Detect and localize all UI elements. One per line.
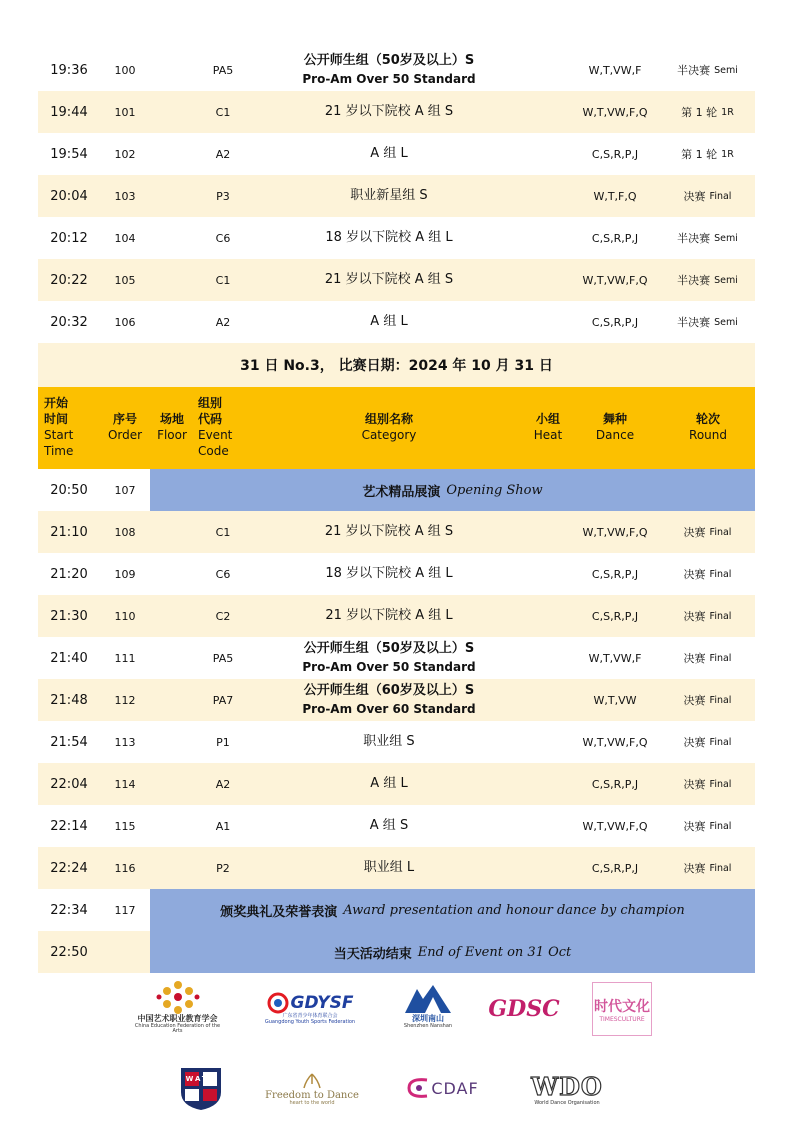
table-row (38, 301, 755, 343)
category-cn: 职业组 L (363, 859, 415, 875)
round-cn: 决赛 (683, 694, 706, 707)
dance-list: C,S,R,P,J (591, 315, 639, 329)
header-heat: 小组 Heat (533, 412, 563, 442)
category-name (258, 301, 520, 343)
schedule-rows-bottom (38, 511, 755, 889)
start-time: 19:36 (50, 62, 88, 78)
round (660, 553, 755, 595)
round-en: Final (709, 778, 732, 790)
start-time: 20:50 (50, 482, 88, 498)
category-name (258, 217, 520, 259)
start-time: 20:12 (50, 230, 88, 246)
start-time: 22:14 (50, 818, 88, 834)
round-cn: 决赛 (683, 526, 706, 539)
category-name (258, 511, 520, 553)
category-cn: A 组 L (370, 313, 408, 329)
category-name (258, 175, 520, 217)
event-code: P2 (216, 861, 230, 875)
table-row (38, 217, 755, 259)
award-row (38, 889, 755, 931)
category-en: Pro-Am Over 60 Standard (302, 701, 476, 716)
start-time: 22:50 (50, 944, 88, 960)
dance-list: W,T,VW,F,Q (582, 105, 648, 119)
category-name (258, 259, 520, 301)
shenzhen-nanshan-logo: 深圳南山 Shenzhen Nanshan (398, 980, 458, 1032)
round (660, 847, 755, 889)
category-cn: 公开师生组（60岁及以上）S (303, 682, 475, 698)
round (660, 217, 755, 259)
award-banner: 颁奖典礼及荣誉表演 Award presentation and honour dance by champion (150, 889, 755, 931)
cdaf-swirl-icon (405, 1076, 431, 1100)
header-floor: 场地 Floor (157, 412, 187, 442)
schedule-table (38, 49, 755, 973)
round-en: Final (709, 694, 732, 706)
event-code: P3 (216, 189, 230, 203)
start-time: 20:32 (50, 314, 88, 330)
order-number: 113 (114, 735, 136, 749)
category-name (258, 49, 520, 91)
event-code: A2 (215, 315, 231, 329)
round-en: Final (709, 610, 732, 622)
category-name (258, 91, 520, 133)
start-time: 21:54 (50, 734, 88, 750)
category-name (258, 847, 520, 889)
round-cn: 半决赛 (677, 316, 711, 329)
start-time: 22:04 (50, 776, 88, 792)
sponsor-logos-row-1 (0, 978, 794, 1038)
category-cn: 21 岁以下院校 A 组 S (324, 271, 454, 287)
dance-list: C,S,R,P,J (591, 567, 639, 581)
order-number: 103 (114, 189, 136, 203)
event-code: P1 (216, 735, 230, 749)
event-code: C6 (215, 567, 231, 581)
opening-show-row (38, 469, 755, 511)
round (660, 511, 755, 553)
round (660, 763, 755, 805)
category-cn: 职业组 S (363, 733, 415, 749)
order-number: 100 (114, 63, 136, 77)
category-cn: 公开师生组（50岁及以上）S (303, 640, 475, 656)
order-number: 116 (114, 861, 136, 875)
dance-list: C,S,R,P,J (591, 231, 639, 245)
header-order: 序号 Order (107, 412, 143, 442)
round (660, 679, 755, 721)
round-cn: 决赛 (683, 778, 706, 791)
event-code: A2 (215, 777, 231, 791)
round-en: Final (709, 526, 732, 538)
round-en: Final (709, 862, 732, 874)
start-time: 22:24 (50, 860, 88, 876)
cefa-logo: 中国艺术职业教育学会 China Education Federation of the Arts (130, 978, 225, 1036)
category-cn: A 组 L (370, 145, 408, 161)
table-row (38, 637, 755, 679)
table-row (38, 49, 755, 91)
start-time: 21:20 (50, 566, 88, 582)
dance-list: W,T,VW,F (588, 651, 642, 665)
wdo-logo: WDO World Dance Organisation (531, 1071, 603, 1106)
event-code: C1 (215, 273, 231, 287)
table-row (38, 91, 755, 133)
table-row (38, 175, 755, 217)
dance-list: W,T,VW (593, 693, 637, 707)
order-number: 117 (114, 903, 136, 917)
dance-list: W,T,VW,F,Q (582, 735, 648, 749)
header-dance: 舞种 Dance (595, 412, 635, 442)
table-row (38, 721, 755, 763)
event-code: C1 (215, 105, 231, 119)
category-cn: 公开师生组（50岁及以上）S (303, 52, 475, 68)
dance-list: C,S,R,P,J (591, 609, 639, 623)
table-row (38, 259, 755, 301)
round-cn: 决赛 (683, 736, 706, 749)
round-en: Final (709, 820, 732, 832)
round-en: 1R (721, 106, 734, 118)
header-event-code: 组别 代码 Event Code (198, 396, 233, 458)
category-name (258, 721, 520, 763)
category-cn: 18 岁以下院校 A 组 L (325, 565, 453, 581)
event-code: C1 (215, 525, 231, 539)
start-time: 21:40 (50, 650, 88, 666)
order-number: 107 (114, 483, 136, 497)
round-en: Semi (714, 232, 738, 244)
round-en: Final (709, 190, 732, 202)
order-number: 104 (114, 231, 136, 245)
category-name (258, 679, 520, 721)
round-en: Final (709, 652, 732, 664)
category-name (258, 637, 520, 679)
dancer-icon (302, 1072, 322, 1090)
header-round: 轮次 Round (689, 412, 727, 442)
order-number: 102 (114, 147, 136, 161)
start-time: 21:10 (50, 524, 88, 540)
flower-icon (153, 979, 203, 1015)
schedule-rows-top (38, 49, 755, 343)
round (660, 49, 755, 91)
table-header (38, 387, 755, 469)
round (660, 259, 755, 301)
category-cn: 21 岁以下院校 A 组 S (324, 103, 454, 119)
event-code: A2 (215, 147, 231, 161)
start-time: 21:48 (50, 692, 88, 708)
round-en: Semi (714, 274, 738, 286)
round (660, 595, 755, 637)
dance-list: W,T,VW,F,Q (582, 525, 648, 539)
round (660, 721, 755, 763)
category-name (258, 763, 520, 805)
timesculture-logo: 时代文化 TIMESCULTURE (592, 982, 652, 1036)
start-time: 20:22 (50, 272, 88, 288)
sponsor-logos-row-2 (0, 1060, 794, 1118)
end-of-event-banner: 当天活动结束 End of Event on 31 Oct (150, 931, 755, 973)
round-cn: 第 1 轮 (681, 106, 718, 119)
table-row (38, 679, 755, 721)
order-number: 105 (114, 273, 136, 287)
dance-list: C,S,R,P,J (591, 861, 639, 875)
order-number: 114 (114, 777, 136, 791)
event-code: A1 (215, 819, 231, 833)
round-en: Final (709, 568, 732, 580)
round (660, 301, 755, 343)
round-en: Final (709, 736, 732, 748)
start-time: 20:04 (50, 188, 88, 204)
category-name (258, 133, 520, 175)
table-row (38, 805, 755, 847)
table-row (38, 847, 755, 889)
event-code: C6 (215, 231, 231, 245)
round-cn: 半决赛 (677, 64, 711, 77)
order-number: 110 (114, 609, 136, 623)
category-en: Pro-Am Over 50 Standard (302, 659, 476, 674)
round-en: Semi (714, 316, 738, 328)
start-time: 19:54 (50, 146, 88, 162)
category-cn: A 组 L (370, 775, 408, 791)
dance-list: W,T,VW,F (588, 63, 642, 77)
round-cn: 决赛 (683, 610, 706, 623)
event-code: PA7 (212, 693, 234, 707)
watd-logo: WATD (172, 1062, 230, 1114)
round-cn: 决赛 (683, 652, 706, 665)
dance-list: W,T,VW,F,Q (582, 273, 648, 287)
table-row (38, 133, 755, 175)
round (660, 175, 755, 217)
round-cn: 决赛 (683, 190, 706, 203)
category-name (258, 805, 520, 847)
event-code: C2 (215, 609, 231, 623)
category-name (258, 595, 520, 637)
dance-list: W,T,F,Q (593, 189, 637, 203)
category-name (258, 553, 520, 595)
mountain-icon (403, 983, 453, 1015)
table-row (38, 553, 755, 595)
gdsc-logo: GDSC (488, 995, 560, 1022)
dance-list: C,S,R,P,J (591, 147, 639, 161)
round (660, 133, 755, 175)
category-cn: 18 岁以下院校 A 组 L (325, 229, 453, 245)
round-cn: 第 1 轮 (681, 148, 718, 161)
header-start-time: 开始 时间 Start Time (44, 396, 74, 458)
round-en: Semi (714, 64, 738, 76)
category-cn: 职业新星组 S (350, 187, 428, 203)
category-en: Pro-Am Over 50 Standard (302, 71, 476, 86)
category-cn: 21 岁以下院校 A 组 L (325, 607, 453, 623)
round-en: 1R (721, 148, 734, 160)
category-cn: A 组 S (369, 817, 409, 833)
round-cn: 决赛 (683, 862, 706, 875)
gdysf-emblem-icon (267, 992, 289, 1014)
order-number: 108 (114, 525, 136, 539)
date-band: 31 日 No.3， 比赛日期：2024 年 10 月 31 日 (38, 343, 755, 387)
order-number: 109 (114, 567, 136, 581)
round-cn: 半决赛 (677, 232, 711, 245)
round-cn: 半决赛 (677, 274, 711, 287)
dance-list: C,S,R,P,J (591, 777, 639, 791)
watd-crest-icon (175, 1064, 227, 1112)
round (660, 637, 755, 679)
start-time: 19:44 (50, 104, 88, 120)
table-row (38, 511, 755, 553)
order-number: 106 (114, 315, 136, 329)
opening-show-banner: 艺术精品展演 Opening Show (150, 469, 755, 511)
cdaf-logo: CDAF (392, 1070, 492, 1106)
order-number: 111 (114, 651, 136, 665)
table-row (38, 763, 755, 805)
freedom-to-dance-logo: Freedom to Dance heart to the world (262, 1066, 362, 1112)
order-number: 112 (114, 693, 136, 707)
round-cn: 决赛 (683, 820, 706, 833)
category-cn: 21 岁以下院校 A 组 S (324, 523, 454, 539)
start-time: 22:34 (50, 902, 88, 918)
dance-list: W,T,VW,F,Q (582, 819, 648, 833)
order-number: 101 (114, 105, 136, 119)
gdysf-logo: GDYSF 广东省青少年体育联合会 Guangdong Youth Sports Federation (264, 993, 356, 1025)
order-number: 115 (114, 819, 136, 833)
start-time: 21:30 (50, 608, 88, 624)
round-cn: 决赛 (683, 568, 706, 581)
event-code: PA5 (212, 63, 234, 77)
event-code: PA5 (212, 651, 234, 665)
round (660, 805, 755, 847)
table-row (38, 595, 755, 637)
round (660, 91, 755, 133)
header-category: 组别名称 Category (361, 412, 417, 442)
end-of-event-row (38, 931, 755, 973)
